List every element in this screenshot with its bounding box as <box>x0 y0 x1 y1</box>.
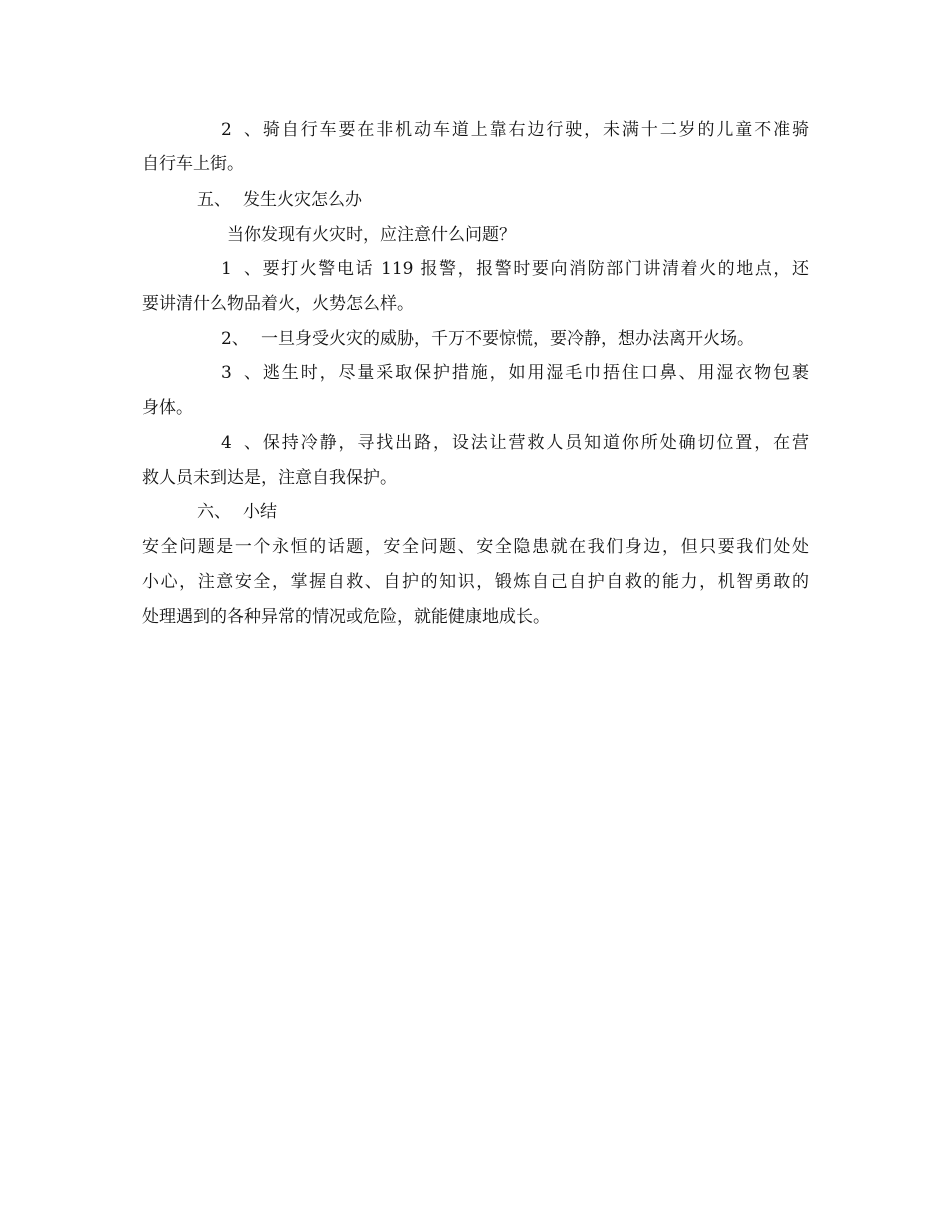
section-five-title: 发生火灾怎么办 <box>243 190 362 210</box>
fire-question: 当你发现有火灾时，应注意什么问题？ <box>227 225 516 245</box>
bicycle-rule-line-2: 自行车上街。 <box>142 154 244 174</box>
bicycle-rule-number: 2、 <box>221 120 261 140</box>
section-six-number: 六、 <box>197 502 231 522</box>
fire-item-2-number: 2、 <box>221 329 249 349</box>
fire-item-2-line-1 <box>221 328 754 350</box>
fire-item-4-line-1 <box>221 432 809 454</box>
section-five-heading <box>197 189 362 211</box>
fire-item-1-line-2: 要讲清什么物品着火，火势怎么样。 <box>142 294 414 314</box>
fire-item-3-line-1 <box>221 362 809 384</box>
fire-item-3-text: 逃生时，尽量采取保护措施，如用湿毛巾捂住口鼻、用湿衣物包裹 <box>261 363 809 383</box>
fire-item-1-text: 要打火警电话 119 报警，报警时要向消防部门讲清着火的地点，还 <box>261 259 809 279</box>
bicycle-rule-line-1 <box>221 119 809 141</box>
fire-item-1-line-1 <box>221 258 809 280</box>
summary-line-2: 小心，注意安全，掌握自救、自护的知识，锻炼自己自护自救的能力，机智勇敢的 <box>142 572 809 592</box>
summary-line-1: 安全问题是一个永恒的话题，安全问题、安全隐患就在我们身边，但只要我们处处 <box>142 537 809 557</box>
section-five-number: 五、 <box>197 190 231 210</box>
fire-item-3-line-2: 身体。 <box>142 398 193 418</box>
section-six-title: 小结 <box>243 502 277 522</box>
fire-item-1-number: 1、 <box>221 259 261 279</box>
fire-item-4-number: 4、 <box>221 433 261 453</box>
fire-item-3-number: 3、 <box>221 363 261 383</box>
bicycle-rule-text: 骑自行车要在非机动车道上靠右边行驶，未满十二岁的儿童不准骑 <box>261 120 809 140</box>
fire-item-4-text: 保持冷静，寻找出路，设法让营救人员知道你所处确切位置，在营 <box>261 433 809 453</box>
section-six-heading <box>197 501 277 523</box>
fire-item-2-text: 一旦身受火灾的威胁，千万不要惊慌，要冷静，想办法离开火场。 <box>261 329 754 349</box>
fire-item-4-line-2: 救人员未到达是，注意自我保护。 <box>142 468 397 488</box>
summary-line-3: 处理遇到的各种异常的情况或危险，就能健康地成长。 <box>142 607 550 627</box>
